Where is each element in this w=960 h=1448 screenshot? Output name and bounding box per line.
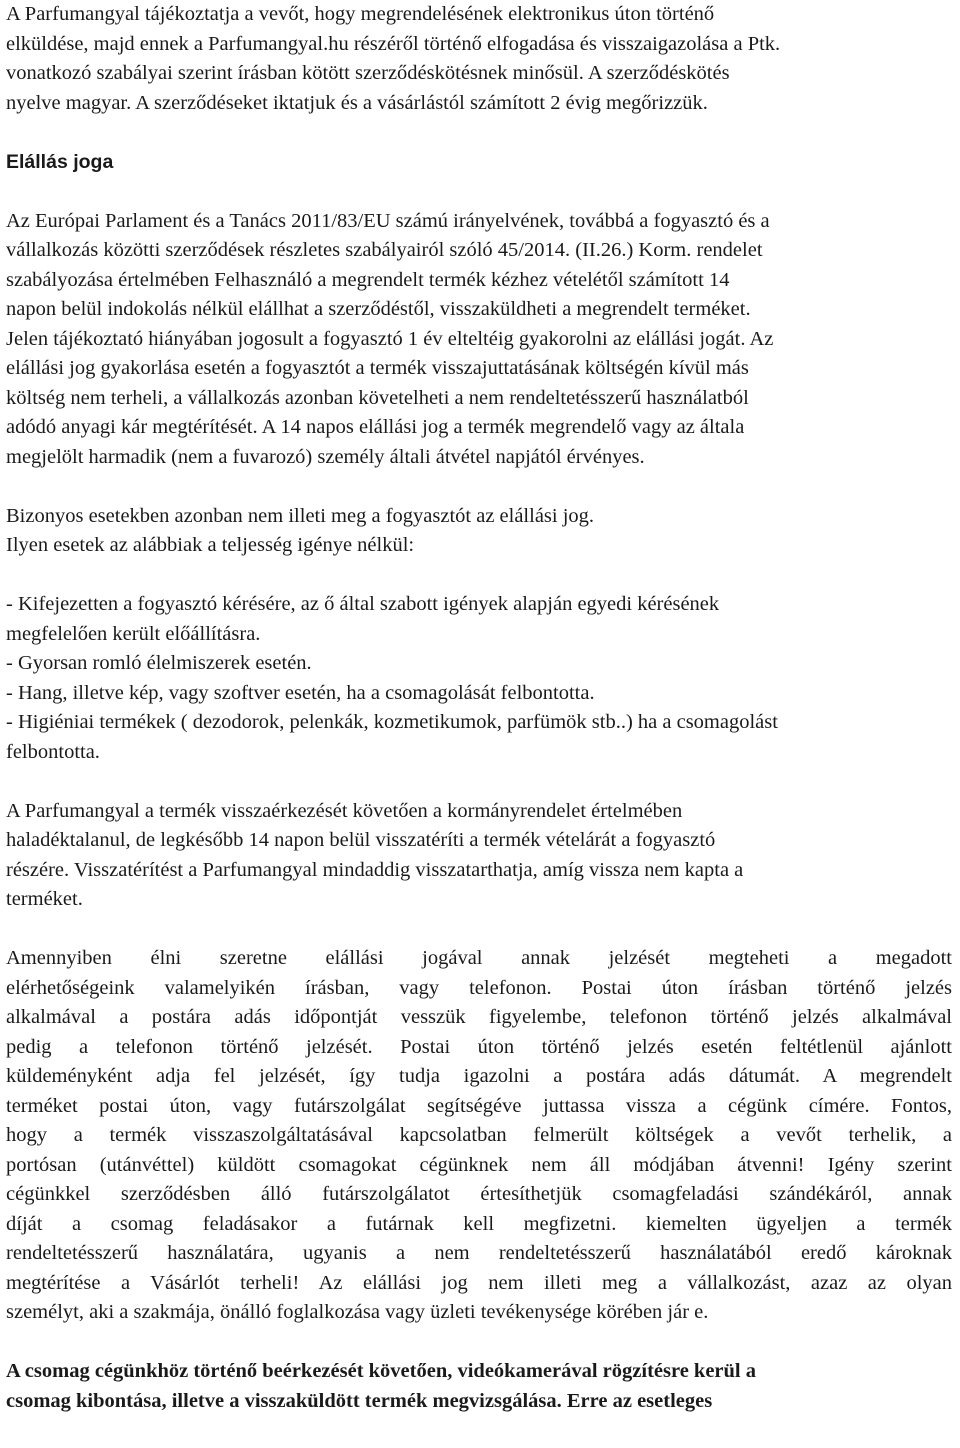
text-line: megtérítése a Vásárlót terheli! Az elállási jog nem illeti meg a vállalkozást, azaz az olyan xyxy=(6,1271,952,1294)
list-item: - Higiéniai termékek ( dezodorok, pelenkák, kozmetikumok, parfümök stb..) ha a csomagolást xyxy=(6,711,778,733)
text-line: részére. Visszatérítést a Parfumangyal mindaddig visszatarthatja, amíg vissza nem kapta a xyxy=(6,858,744,881)
text-line: vonatkozó szabályai szerint írásban kötött szerződéskötésnek minősül. A szerződéskötés xyxy=(6,62,730,84)
text-line: rendeltetésszerű használatára, ugyanis a nem rendeltetésszerű használatából eredő károknak xyxy=(6,1242,952,1264)
text-line: vállalkozás közötti szerződések részletes szabályairól szóló 45/2014. (II.26.) Korm. rendelet xyxy=(6,239,763,261)
text-line: megjelölt harmadik (nem a fuvarozó) személy általi átvétel napjától érvényes. xyxy=(6,445,645,468)
text-line: szabályozása értelmében Felhasználó a megrendelt termék kézhez vételétől számított 14 xyxy=(6,268,730,291)
text-line: küldeményként adja fel jelzését, így tudja igazolni a postára adás dátumát. A megrendelt xyxy=(6,1065,952,1087)
exceptions-intro-paragraph xyxy=(6,502,952,561)
text-line: elérhetőségeink valamelyikén írásban, vagy telefonon. Postai úton írásban történő jelzés xyxy=(6,976,952,999)
text-line: terméket postai úton, vagy futárszolgálat segítségéve juttassa vissza a cégünk címére. Fontos, xyxy=(6,1094,952,1117)
list-item: - Gyorsan romló élelmiszerek esetén. xyxy=(6,652,312,674)
text-line: elküldése, majd ennek a Parfumangyal.hu részéről történő elfogadása és visszaigazolása a Ptk. xyxy=(6,32,781,55)
exceptions-list xyxy=(6,590,952,767)
text-line: cégünkkel szerződésben álló futárszolgálatot értesíthetjük csomagfeladási szándékáról, annak xyxy=(6,1183,952,1205)
text-line: személyt, aki a szakmája, önálló foglalkozása vagy üzleti tevékenysége körében jár e. xyxy=(6,1301,709,1323)
refund-paragraph xyxy=(6,797,952,915)
text-line: adódó anyagi kár megtérítését. A 14 napos elállási jog a termék megrendelő vagy az általa xyxy=(6,416,745,438)
text-line: csomag kibontása, illetve a visszaküldött termék megvizsgálása. Erre az esetleges xyxy=(6,1389,713,1412)
withdrawal-paragraph xyxy=(6,207,952,473)
text-line: A csomag cégünkhöz történő beérkezését követően, videókamerával rögzítésre kerül a xyxy=(6,1360,756,1382)
text-line: napon belül indokolás nélkül elállhat a szerződéstől, visszaküldheti a megrendelt terméket. xyxy=(6,298,751,320)
text-line: Jelen tájékoztató hiányában jogosult a fogyasztó 1 év elteltéig gyakorolni az elállási jogát. Az xyxy=(6,327,774,350)
text-line: elállási jog gyakorlása esetén a fogyasztót a termék visszajuttatásának költségén kívül más xyxy=(6,357,749,379)
list-item: - Hang, illetve kép, vagy szoftver esetén, ha a csomagolását felbontotta. xyxy=(6,681,595,704)
text-line: alkalmával a postára adás időpontját vesszük figyelembe, telefonon történő jelzés alkalmával xyxy=(6,1006,952,1028)
text-line: Az Európai Parlament és a Tanács 2011/83/EU számú irányelvének, továbbá a fogyasztó és a xyxy=(6,209,770,232)
list-item: megfelelően került előállításra. xyxy=(6,622,261,645)
text-line: nyelve magyar. A szerződéseket iktatjuk és a vásárlástól számított 2 évig megőrizzük. xyxy=(6,91,708,114)
text-line: pedig a telefonon történő jelzését. Postai úton történő jelzés esetén feltétlenül ajánlott xyxy=(6,1035,952,1058)
video-recording-paragraph xyxy=(6,1357,952,1416)
text-line: haladéktalanul, de legkésőbb 14 napon belül visszatéríti a termék vételárát a fogyasztó xyxy=(6,829,716,851)
text-line: A Parfumangyal tájékoztatja a vevőt, hogy megrendelésének elektronikus úton történő xyxy=(6,3,715,25)
text-line: költség nem terheli, a vállalkozás azonban követelheti a nem rendeltetésszerű használatból xyxy=(6,386,749,409)
list-item: - Kifejezetten a fogyasztó kérésére, az ő által szabott igények alapján egyedi kérésének xyxy=(6,593,720,615)
document-page xyxy=(6,0,952,1416)
text-line: Ilyen esetek az alábbiak a teljesség igénye nélkül: xyxy=(6,534,415,556)
section-heading: Elállás joga xyxy=(6,150,114,173)
text-line: terméket. xyxy=(6,888,83,910)
return-procedure-paragraph xyxy=(6,944,952,1328)
intro-paragraph xyxy=(6,0,952,118)
text-line: portósan (utánvéttel) küldött csomagokat cégünknek nem áll módjában átvenni! Igény szerint xyxy=(6,1153,952,1176)
text-line: Bizonyos esetekben azonban nem illeti meg a fogyasztót az elállási jog. xyxy=(6,504,595,527)
text-line: hogy a termék visszaszolgáltatásával kapcsolatban felmerült költségek a vevőt terhelik, a xyxy=(6,1124,952,1146)
text-line: Amennyiben élni szeretne elállási jogával annak jelzését megteheti a megadott xyxy=(6,947,952,969)
text-line: A Parfumangyal a termék visszaérkezését követően a kormányrendelet értelmében xyxy=(6,799,683,822)
text-line: díját a csomag feladásakor a futárnak kell megfizetni. kiemelten ügyeljen a termék xyxy=(6,1212,952,1235)
list-item: felbontotta. xyxy=(6,740,100,763)
